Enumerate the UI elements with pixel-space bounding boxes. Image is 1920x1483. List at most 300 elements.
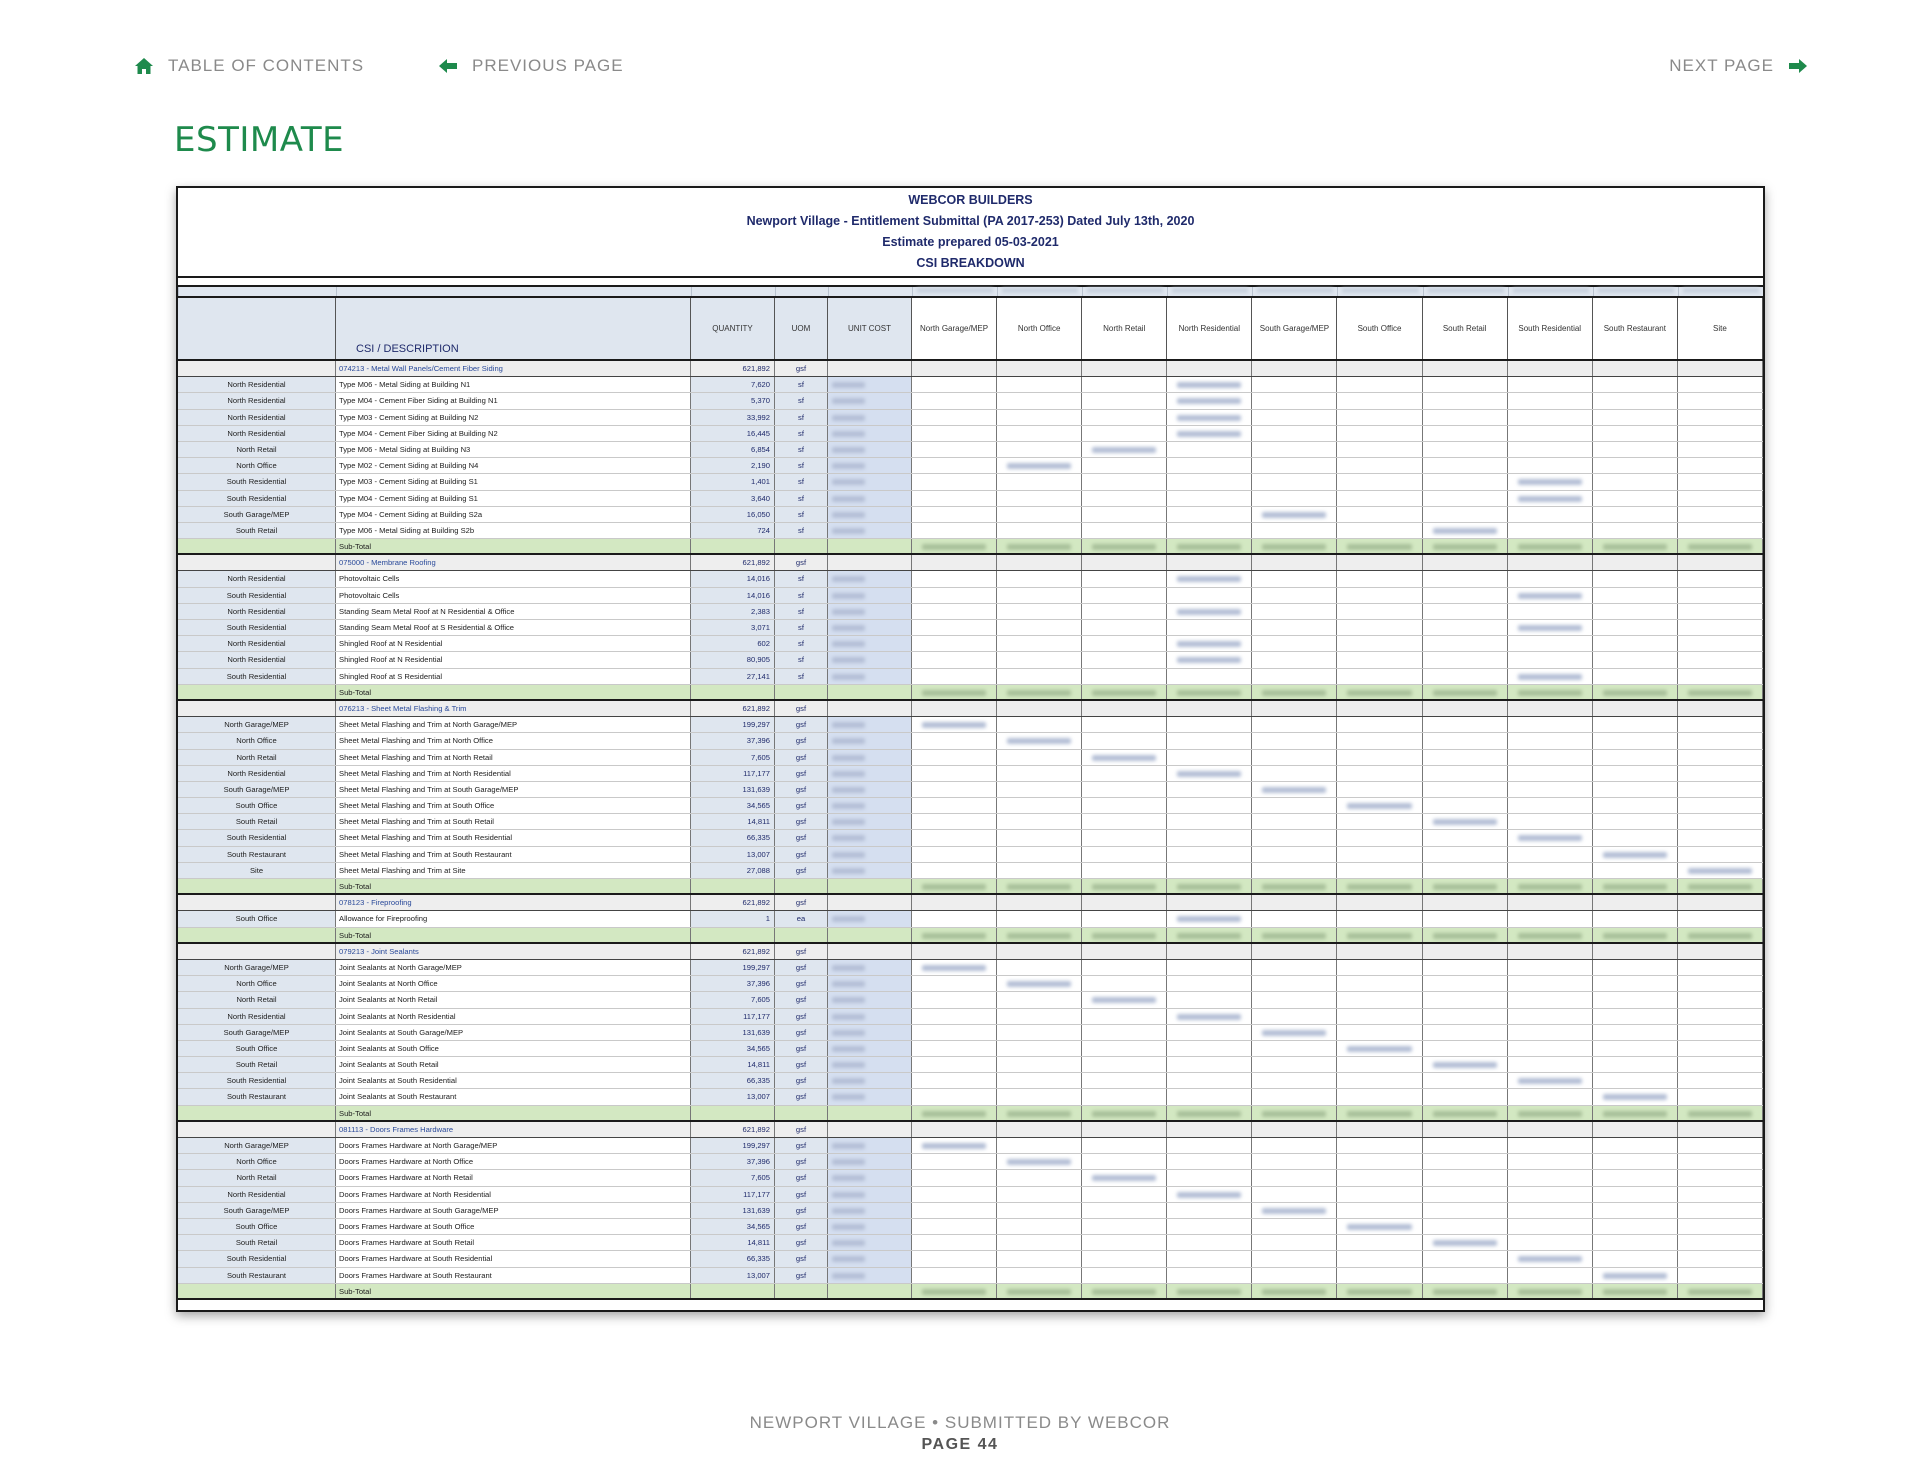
next-page-link[interactable]	[1669, 56, 1808, 76]
building-amount-cell	[1082, 1284, 1167, 1298]
building-amount-cell	[997, 928, 1082, 942]
building-amount-cell	[997, 1284, 1082, 1298]
table-row	[178, 604, 1763, 620]
uom-cell: gsf	[775, 1187, 828, 1202]
building-amount-cell	[1252, 507, 1337, 522]
building-amount-cell	[1167, 1122, 1252, 1137]
building-amount-cell	[997, 652, 1082, 667]
building-amount-cell	[912, 604, 997, 619]
building-amount-cell	[1508, 733, 1593, 748]
arrow-right-icon	[1788, 58, 1808, 74]
building-amount-cell	[1593, 426, 1678, 441]
uom-cell: gsf	[775, 830, 828, 845]
quantity-cell	[691, 928, 775, 942]
section-row	[178, 555, 1763, 571]
building-amount-cell	[1508, 377, 1593, 392]
table-row	[178, 652, 1763, 668]
quantity-cell	[691, 1284, 775, 1298]
unit-cost-cell	[828, 1203, 912, 1218]
building-amount-cell	[1678, 766, 1763, 781]
unit-cost-cell	[828, 701, 912, 716]
building-amount-cell	[997, 766, 1082, 781]
quantity-cell: 16,050	[691, 507, 775, 522]
description-cell: Doors Frames Hardware at South Office	[336, 1219, 691, 1234]
uom-cell: gsf	[775, 733, 828, 748]
building-amount-cell	[997, 895, 1082, 910]
table-of-contents-link[interactable]	[134, 56, 364, 76]
building-amount-cell	[1508, 992, 1593, 1007]
building-amount-cell	[1167, 393, 1252, 408]
description-cell: Type M04 - Cement Fiber Siding at Building N2	[336, 426, 691, 441]
building-amount-cell	[1252, 604, 1337, 619]
table-row	[178, 717, 1763, 733]
building-amount-cell	[1082, 636, 1167, 651]
building-amount-cell	[1678, 717, 1763, 732]
building-amount-cell	[997, 814, 1082, 829]
uom-cell: gsf	[775, 1268, 828, 1283]
building-amount-cell	[997, 1057, 1082, 1072]
building-amount-cell	[997, 830, 1082, 845]
location-cell: South Residential	[178, 1073, 336, 1088]
building-amount-cell	[1423, 555, 1508, 570]
next-page-label: NEXT PAGE	[1669, 56, 1774, 75]
location-cell: North Office	[178, 976, 336, 991]
unit-cost-cell	[828, 1106, 912, 1120]
building-amount-cell	[997, 458, 1082, 473]
uom-cell: gsf	[775, 944, 828, 959]
building-amount-cell	[1252, 474, 1337, 489]
building-amount-cell	[1593, 782, 1678, 797]
building-amount-cell	[997, 1235, 1082, 1250]
building-amount-cell	[1252, 976, 1337, 991]
description-cell: Doors Frames Hardware at North Residential	[336, 1187, 691, 1202]
page-title: ESTIMATE	[174, 120, 345, 160]
building-amount-cell	[1678, 1235, 1763, 1250]
unit-cost-cell	[828, 992, 912, 1007]
building-amount-cell	[912, 960, 997, 975]
table-row	[178, 636, 1763, 652]
description-cell: Type M04 - Cement Fiber Siding at Building N1	[336, 393, 691, 408]
building-amount-cell	[997, 1203, 1082, 1218]
building-amount-cell	[1593, 669, 1678, 684]
building-amount-cell	[1423, 863, 1508, 878]
building-amount-cell	[997, 1025, 1082, 1040]
building-amount-cell	[1508, 814, 1593, 829]
unit-cost-cell	[828, 1187, 912, 1202]
description-cell: Shingled Roof at S Residential	[336, 669, 691, 684]
quantity-cell: 621,892	[691, 701, 775, 716]
building-amount-cell	[1082, 604, 1167, 619]
location-cell: South Residential	[178, 620, 336, 635]
building-total-cell	[178, 287, 336, 296]
building-amount-cell	[912, 911, 997, 926]
building-amount-cell	[1423, 669, 1508, 684]
building-amount-cell	[1593, 701, 1678, 716]
building-amount-cell	[1337, 750, 1422, 765]
building-amount-cell	[1678, 507, 1763, 522]
building-amount-cell	[997, 733, 1082, 748]
building-amount-cell	[912, 976, 997, 991]
building-amount-cell	[1678, 1025, 1763, 1040]
building-amount-cell	[1167, 1187, 1252, 1202]
description-cell: Sheet Metal Flashing and Trim at Site	[336, 863, 691, 878]
building-amount-cell	[1423, 361, 1508, 376]
building-amount-cell	[1167, 766, 1252, 781]
building-amount-cell	[1252, 458, 1337, 473]
building-amount-cell	[1678, 1138, 1763, 1153]
building-amount-cell	[1508, 1170, 1593, 1185]
building-amount-cell	[1508, 523, 1593, 538]
building-amount-cell	[1678, 555, 1763, 570]
building-amount-cell	[1678, 410, 1763, 425]
building-amount-cell	[1082, 782, 1167, 797]
building-amount-cell	[1508, 1009, 1593, 1024]
uom-cell: sf	[775, 458, 828, 473]
unit-cost-cell	[828, 1138, 912, 1153]
building-amount-cell	[1423, 1170, 1508, 1185]
building-amount-cell	[1082, 1009, 1167, 1024]
quantity-cell: 131,639	[691, 1025, 775, 1040]
previous-page-link[interactable]	[438, 56, 624, 76]
location-cell: South Retail	[178, 1235, 336, 1250]
uom-cell: sf	[775, 377, 828, 392]
table-row	[178, 474, 1763, 490]
table-row	[178, 798, 1763, 814]
unit-cost-cell	[828, 879, 912, 893]
building-amount-cell	[1508, 410, 1593, 425]
building-amount-cell	[1337, 377, 1422, 392]
building-amount-cell	[1167, 539, 1252, 553]
building-amount-cell	[1252, 652, 1337, 667]
quantity-cell: 14,016	[691, 571, 775, 586]
unit-cost-cell	[828, 507, 912, 522]
building-amount-cell	[1678, 1219, 1763, 1234]
building-amount-cell	[997, 426, 1082, 441]
building-amount-cell	[1252, 863, 1337, 878]
building-amount-cell	[1678, 1268, 1763, 1283]
table-row	[178, 1170, 1763, 1186]
description-cell: Shingled Roof at N Residential	[336, 652, 691, 667]
building-amount-cell	[1337, 1057, 1422, 1072]
building-amount-cell	[912, 1009, 997, 1024]
description-cell: 078123 - Fireproofing	[336, 895, 691, 910]
description-cell: Sheet Metal Flashing and Trim at South Retail	[336, 814, 691, 829]
building-amount-cell	[1167, 652, 1252, 667]
building-amount-cell	[1167, 1106, 1252, 1120]
building-amount-cell	[1508, 895, 1593, 910]
building-amount-cell	[1252, 895, 1337, 910]
building-amount-cell	[1167, 717, 1252, 732]
uom-cell: sf	[775, 442, 828, 457]
building-amount-cell	[997, 863, 1082, 878]
building-amount-cell	[1082, 830, 1167, 845]
building-amount-cell	[1508, 361, 1593, 376]
table-of-contents-label: TABLE OF CONTENTS	[168, 56, 365, 75]
building-amount-cell	[1508, 976, 1593, 991]
quantity-cell: 37,396	[691, 976, 775, 991]
building-amount-cell	[1167, 636, 1252, 651]
quantity-cell: 66,335	[691, 830, 775, 845]
building-total-cell	[1593, 287, 1678, 296]
building-amount-cell	[1678, 1203, 1763, 1218]
table-row	[178, 814, 1763, 830]
unit-cost-cell	[828, 1073, 912, 1088]
building-total-cell	[1508, 287, 1593, 296]
building-amount-cell	[1082, 1251, 1167, 1266]
building-amount-cell	[1508, 798, 1593, 813]
building-amount-cell	[1423, 782, 1508, 797]
quantity-cell: 7,605	[691, 750, 775, 765]
building-amount-cell	[1508, 911, 1593, 926]
building-amount-cell	[1508, 847, 1593, 862]
building-amount-cell	[1593, 507, 1678, 522]
location-cell: North Residential	[178, 1187, 336, 1202]
building-amount-cell	[1252, 571, 1337, 586]
building-amount-cell	[1423, 814, 1508, 829]
building-amount-cell	[1508, 717, 1593, 732]
building-amount-cell	[1508, 442, 1593, 457]
building-amount-cell	[1337, 507, 1422, 522]
location-cell: Site	[178, 863, 336, 878]
building-amount-cell	[912, 814, 997, 829]
location-cell: North Residential	[178, 393, 336, 408]
building-amount-cell	[1167, 1073, 1252, 1088]
uom-cell: gsf	[775, 555, 828, 570]
building-amount-cell	[1252, 830, 1337, 845]
building-amount-cell	[1252, 1122, 1337, 1137]
building-amount-cell	[1423, 1284, 1508, 1298]
building-amount-cell	[1593, 377, 1678, 392]
building-amount-cell	[1508, 766, 1593, 781]
building-amount-cell	[1337, 1089, 1422, 1104]
table-row	[178, 992, 1763, 1008]
building-amount-cell	[1593, 1106, 1678, 1120]
building-amount-cell	[1252, 1235, 1337, 1250]
building-amount-cell	[1337, 1041, 1422, 1056]
building-amount-cell	[997, 1251, 1082, 1266]
location-cell: South Garage/MEP	[178, 782, 336, 797]
building-amount-cell	[912, 1203, 997, 1218]
building-amount-cell	[1423, 879, 1508, 893]
table-row	[178, 1187, 1763, 1203]
location-cell: South Office	[178, 798, 336, 813]
building-amount-cell	[1252, 685, 1337, 699]
spacer-row	[178, 278, 1763, 287]
quantity-cell: 3,640	[691, 491, 775, 506]
table-row	[178, 1138, 1763, 1154]
building-amount-cell	[997, 798, 1082, 813]
uom-cell: gsf	[775, 1089, 828, 1104]
building-amount-cell	[1508, 685, 1593, 699]
location-cell: South Garage/MEP	[178, 507, 336, 522]
uom-cell: gsf	[775, 361, 828, 376]
table-row	[178, 442, 1763, 458]
unit-cost-cell	[828, 911, 912, 926]
building-amount-cell	[1678, 636, 1763, 651]
unit-cost-header: UNIT COST	[828, 298, 912, 359]
building-amount-cell	[1337, 1154, 1422, 1169]
location-cell: South Residential	[178, 491, 336, 506]
project-name: Newport Village - Entitlement Submittal (PA 2017-253) Dated July 13th, 2020	[746, 214, 1195, 228]
unit-cost-cell	[828, 976, 912, 991]
building-amount-cell	[1593, 588, 1678, 603]
uom-cell: sf	[775, 669, 828, 684]
building-total-cell	[912, 287, 997, 296]
building-amount-cell	[1167, 1268, 1252, 1283]
building-amount-cell	[1167, 895, 1252, 910]
building-amount-cell	[997, 393, 1082, 408]
building-amount-cell	[997, 685, 1082, 699]
building-amount-cell	[1337, 928, 1422, 942]
building-amount-cell	[1082, 588, 1167, 603]
building-amount-cell	[1423, 847, 1508, 862]
building-amount-cell	[912, 830, 997, 845]
building-amount-cell	[997, 944, 1082, 959]
location-cell	[178, 539, 336, 553]
building-amount-cell	[912, 1025, 997, 1040]
building-amount-cell	[1082, 717, 1167, 732]
building-amount-cell	[1167, 1203, 1252, 1218]
building-amount-cell	[1337, 685, 1422, 699]
location-cell: North Residential	[178, 766, 336, 781]
building-amount-cell	[997, 1154, 1082, 1169]
location-header	[178, 298, 336, 359]
description-cell: Sub-Total	[336, 1284, 691, 1298]
building-amount-cell	[1082, 1089, 1167, 1104]
building-amount-cell	[997, 620, 1082, 635]
building-totals-row	[178, 287, 1763, 298]
subtotal-row	[178, 928, 1763, 944]
building-amount-cell	[1593, 1203, 1678, 1218]
building-amount-cell	[1508, 782, 1593, 797]
building-amount-cell	[1423, 377, 1508, 392]
unit-cost-cell	[828, 426, 912, 441]
uom-cell: gsf	[775, 1025, 828, 1040]
building-amount-cell	[1337, 458, 1422, 473]
table-row	[178, 588, 1763, 604]
building-header: North Garage/MEP	[912, 298, 997, 359]
building-amount-cell	[1337, 652, 1422, 667]
building-amount-cell	[1167, 944, 1252, 959]
description-cell: Standing Seam Metal Roof at N Residential & Office	[336, 604, 691, 619]
building-amount-cell	[1082, 491, 1167, 506]
building-amount-cell	[1423, 895, 1508, 910]
unit-cost-cell	[828, 458, 912, 473]
building-amount-cell	[997, 1138, 1082, 1153]
building-amount-cell	[1252, 1089, 1337, 1104]
building-amount-cell	[1167, 474, 1252, 489]
building-amount-cell	[1508, 960, 1593, 975]
building-amount-cell	[997, 1041, 1082, 1056]
location-cell: North Residential	[178, 571, 336, 586]
building-amount-cell	[912, 750, 997, 765]
location-cell: North Retail	[178, 442, 336, 457]
description-cell: Sheet Metal Flashing and Trim at North Retail	[336, 750, 691, 765]
building-amount-cell	[1423, 393, 1508, 408]
building-amount-cell	[1337, 604, 1422, 619]
building-amount-cell	[997, 879, 1082, 893]
table-row	[178, 507, 1763, 523]
building-amount-cell	[1423, 474, 1508, 489]
building-amount-cell	[1082, 895, 1167, 910]
building-amount-cell	[1082, 911, 1167, 926]
building-amount-cell	[1508, 1251, 1593, 1266]
building-amount-cell	[912, 377, 997, 392]
building-header: South Restaurant	[1593, 298, 1678, 359]
unit-cost-cell	[828, 442, 912, 457]
building-amount-cell	[1678, 620, 1763, 635]
building-amount-cell	[912, 393, 997, 408]
building-amount-cell	[912, 895, 997, 910]
building-amount-cell	[1593, 1089, 1678, 1104]
description-cell: Doors Frames Hardware at North Retail	[336, 1170, 691, 1185]
table-row	[178, 426, 1763, 442]
building-amount-cell	[912, 1041, 997, 1056]
building-amount-cell	[997, 523, 1082, 538]
table-row	[178, 1251, 1763, 1267]
building-amount-cell	[1082, 798, 1167, 813]
building-amount-cell	[1252, 377, 1337, 392]
subtotal-row	[178, 1106, 1763, 1122]
building-amount-cell	[1508, 507, 1593, 522]
building-amount-cell	[1423, 1154, 1508, 1169]
uom-cell: gsf	[775, 717, 828, 732]
building-amount-cell	[912, 426, 997, 441]
building-amount-cell	[1167, 458, 1252, 473]
building-amount-cell	[1252, 1138, 1337, 1153]
uom-cell: gsf	[775, 960, 828, 975]
description-cell: Type M03 - Cement Siding at Building N2	[336, 410, 691, 425]
building-amount-cell	[912, 766, 997, 781]
building-amount-cell	[1423, 588, 1508, 603]
building-amount-cell	[1423, 523, 1508, 538]
description-cell: Sub-Total	[336, 1106, 691, 1120]
building-amount-cell	[1167, 976, 1252, 991]
table-row	[178, 377, 1763, 393]
building-amount-cell	[1337, 1025, 1422, 1040]
building-header: Site	[1678, 298, 1763, 359]
unit-cost-cell	[828, 960, 912, 975]
quantity-cell: 37,396	[691, 1154, 775, 1169]
building-amount-cell	[1423, 652, 1508, 667]
building-amount-cell	[1678, 1009, 1763, 1024]
uom-cell	[775, 539, 828, 553]
building-amount-cell	[1252, 1057, 1337, 1072]
building-amount-cell	[1337, 895, 1422, 910]
building-amount-cell	[1252, 555, 1337, 570]
table-row	[178, 960, 1763, 976]
building-amount-cell	[1082, 928, 1167, 942]
unit-cost-cell	[828, 539, 912, 553]
building-amount-cell	[997, 717, 1082, 732]
building-amount-cell	[1423, 1041, 1508, 1056]
uom-cell: gsf	[775, 766, 828, 781]
location-cell: North Retail	[178, 992, 336, 1007]
quantity-cell	[691, 539, 775, 553]
uom-cell: ea	[775, 911, 828, 926]
building-amount-cell	[1593, 442, 1678, 457]
building-amount-cell	[1167, 992, 1252, 1007]
building-total-cell	[691, 287, 775, 296]
building-amount-cell	[1423, 976, 1508, 991]
building-total-cell	[997, 287, 1082, 296]
description-cell: 076213 - Sheet Metal Flashing & Trim	[336, 701, 691, 716]
unit-cost-cell	[828, 620, 912, 635]
building-amount-cell	[1678, 377, 1763, 392]
building-amount-cell	[1082, 1219, 1167, 1234]
building-amount-cell	[1337, 782, 1422, 797]
building-amount-cell	[1508, 879, 1593, 893]
